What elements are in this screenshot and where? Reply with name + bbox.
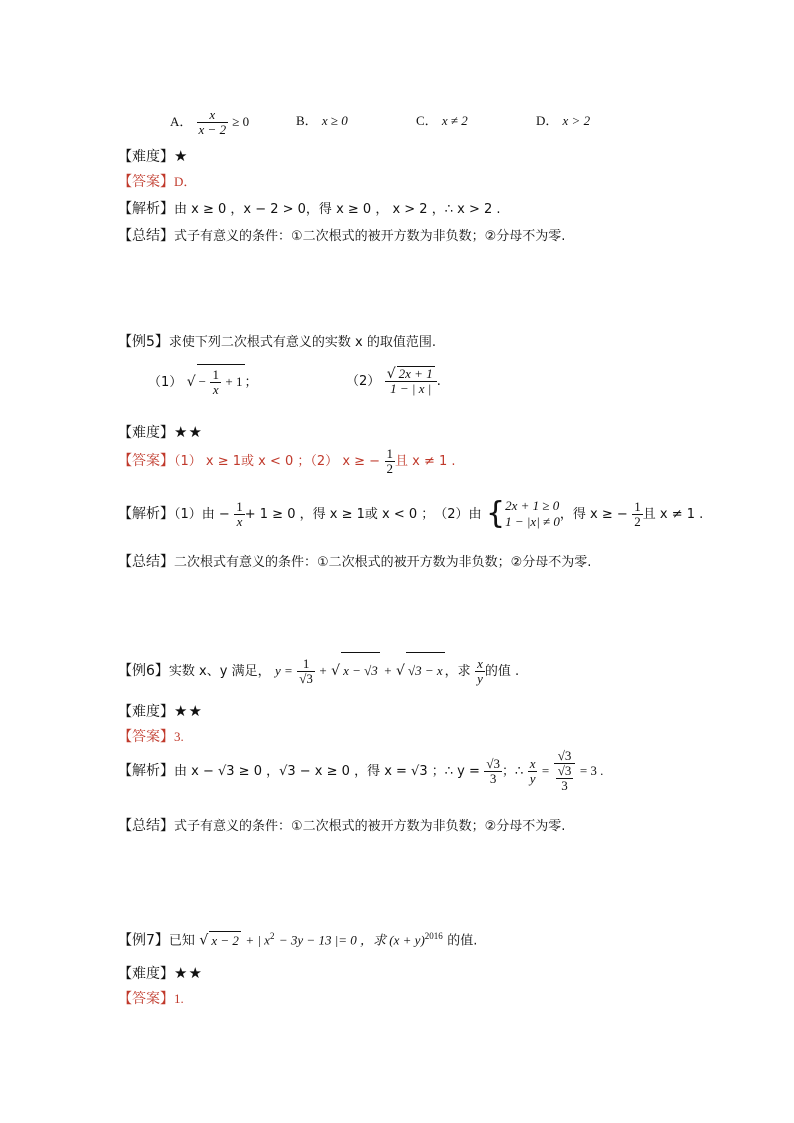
difficulty-stars: ★★ (174, 423, 203, 441)
question-text-end: 的值 . (484, 664, 520, 679)
question-text: 已知 (168, 933, 195, 949)
analysis-text: （1）由 − (174, 507, 230, 522)
difficulty-stars: ★★ (174, 964, 203, 982)
radicand: x − 2 (211, 932, 239, 948)
ex7-title (118, 927, 477, 951)
fraction-numerator: x (197, 108, 229, 123)
ex5-summary (118, 553, 591, 572)
exponent-2016: 2016 (424, 931, 443, 941)
radicand (197, 364, 245, 399)
ex6-title (118, 652, 519, 690)
option-d-expr: x > 2 (562, 113, 591, 128)
fraction-denominator: 2 (386, 460, 394, 476)
q4-difficulty (118, 147, 188, 166)
fraction (528, 757, 538, 786)
fraction (484, 757, 502, 786)
fraction (475, 657, 485, 686)
plus-term: + 1 (225, 374, 243, 389)
ex5-answer (118, 444, 456, 479)
fraction-denominator: 3 (489, 770, 497, 786)
fraction-numerator: 1 (386, 445, 394, 461)
radicand: 2x + 1 (398, 366, 433, 381)
inner-numerator: √3 (557, 763, 572, 778)
option-a-relation: ≥ 0 (232, 114, 250, 129)
difficulty-stars: ★★ (174, 702, 203, 720)
fraction-denominator: 1 − | x | (390, 381, 432, 396)
ex6-summary (118, 817, 565, 836)
option-d (536, 110, 590, 129)
option-b (296, 110, 348, 129)
analysis-text: 由 x − √3 ≥ 0 ，√3 − x ≥ 0 ，得 x = √3 ；∴ y = (174, 764, 480, 779)
analysis-text-mid: + 1 ≥ 0 ，得 x ≥ 1或 x < 0 ； （2）由 (244, 507, 482, 522)
part-label: （1） (148, 375, 183, 390)
fraction (297, 657, 315, 686)
option-b-expr: x ≥ 0 (321, 113, 348, 128)
ex6-analysis (118, 748, 603, 795)
ex5-part2 (346, 364, 441, 399)
summary-label: 【总结】 (118, 818, 174, 834)
ex5-title (118, 333, 436, 352)
minus-sign: − (198, 374, 206, 389)
analysis-label: 【解析】 (118, 763, 174, 779)
difficulty-label: 【难度】 (118, 149, 174, 165)
fraction-denominator: y (529, 770, 536, 786)
abs-open: + | x (245, 932, 270, 948)
difficulty-label: 【难度】 (118, 966, 174, 982)
fraction-denominator: x − 2 (198, 122, 227, 137)
fraction-numerator: x (477, 655, 483, 671)
fraction-denominator: √3 (299, 670, 313, 686)
option-a-fraction (197, 108, 229, 137)
plus-sign: + (384, 663, 392, 678)
fraction-numerator: 1 (634, 498, 641, 514)
q4-analysis (118, 200, 501, 219)
radicand: x − √3 (341, 652, 380, 689)
fraction-numerator: √3 (554, 749, 576, 764)
answer-label: 【答案】 (118, 991, 174, 1007)
q4-answer (118, 173, 196, 191)
answer-label: 【答案】 (118, 174, 174, 190)
option-c-expr: x ≠ 2 (441, 113, 468, 128)
brace-icon: { (485, 496, 506, 531)
ex6-difficulty (118, 702, 203, 721)
example-label: 【例7】 (118, 932, 169, 949)
radicand: √3 − x (406, 652, 445, 689)
sqrt-icon: √ (396, 663, 405, 679)
fraction-numerator: 1 (212, 366, 219, 382)
q4-summary (118, 227, 565, 246)
ex5-part1 (148, 364, 258, 400)
fraction-numerator: x (529, 755, 536, 771)
fraction (385, 366, 437, 396)
plus-sign: + (319, 663, 327, 678)
ex5-analysis (118, 496, 703, 533)
answer-text: （1） x ≥ 1或 x < 0 ；（2） x ≥ − (174, 454, 381, 469)
question-text-mid: − 3y − 13 |= 0 ，求 (x + y) (278, 932, 425, 948)
answer-label: 【答案】 (118, 729, 174, 745)
complex-fraction (554, 749, 576, 793)
ex7-answer (118, 990, 184, 1008)
equals-sign: = (541, 763, 550, 778)
fraction-denominator: 2 (634, 513, 641, 529)
analysis-text-c: ，得 x ≥ − (559, 507, 628, 522)
summary-text: 式子有意义的条件：①二次根式的被开方数为非负数；②分母不为零. (174, 819, 566, 834)
part-label: （2） (346, 374, 381, 389)
answer-text: D． (174, 174, 197, 189)
fraction-denominator: y (477, 670, 483, 686)
inner-fraction (556, 764, 574, 793)
option-a (170, 108, 249, 137)
system-line-1: 2x + 1 ≥ 0 (505, 498, 560, 513)
example-question: 求使下列二次根式有意义的实数 x 的取值范围. (168, 335, 437, 350)
difficulty-label: 【难度】 (118, 704, 174, 720)
fraction-denominator: x (212, 381, 219, 397)
summary-label: 【总结】 (118, 554, 174, 570)
fraction (385, 447, 396, 476)
separator: ； (244, 375, 258, 390)
fraction-numerator (385, 366, 437, 382)
exponent: 2 (269, 931, 275, 941)
fraction-numerator: 1 (236, 498, 243, 514)
inner-denominator: 3 (561, 778, 568, 793)
answer-text-end: 且 x ≠ 1 . (395, 454, 456, 469)
example-question: 实数 x、y 满足， (168, 664, 271, 679)
sqrt-icon: √ (331, 663, 341, 679)
sqrt-icon: √ (199, 932, 209, 949)
difficulty-stars: ★ (174, 147, 189, 165)
y-equals: y = (275, 663, 293, 678)
option-c (416, 110, 468, 129)
answer-text: 3. (174, 729, 184, 744)
example-label: 【例5】 (118, 334, 169, 350)
difficulty-label: 【难度】 (118, 425, 174, 441)
analysis-text-end: 且 x ≠ 1 . (642, 507, 704, 522)
fraction-numerator: √3 (486, 755, 500, 771)
sqrt-icon: √ (386, 366, 396, 382)
fraction (210, 368, 221, 397)
example-label: 【例6】 (118, 663, 169, 679)
option-a-letter: A． (170, 114, 193, 129)
analysis-text: 由 x ≥ 0 ，x − 2 > 0，得 x ≥ 0 ， x > 2 ，∴ x > 2 . (174, 202, 501, 217)
fraction (234, 500, 245, 529)
option-d-letter: D． (536, 113, 559, 128)
summary-label: 【总结】 (118, 228, 174, 244)
summary-text: 式子有意义的条件：①二次根式的被开方数为非负数；②分母不为零. (174, 229, 566, 244)
sqrt-icon: √ (186, 374, 196, 390)
question-text-end: 的值. (447, 933, 478, 949)
option-c-letter: C． (416, 113, 438, 128)
ex5-difficulty (118, 423, 203, 442)
fraction-numerator: 1 (297, 657, 315, 672)
ex7-difficulty (118, 964, 203, 983)
fraction-denominator (554, 764, 576, 793)
system-line-2: 1 − |x| ≠ 0 (505, 514, 560, 529)
question-text: ，求 (444, 664, 471, 679)
fraction (632, 500, 643, 529)
period: . (436, 374, 441, 389)
summary-text: 二次根式有意义的条件：①二次根式的被开方数为非负数；②分母不为零. (174, 555, 592, 570)
option-b-letter: B． (296, 113, 318, 128)
analysis-text-mid: ；∴ (501, 764, 524, 779)
analysis-label: 【解析】 (118, 201, 174, 217)
analysis-result: = 3 . (579, 763, 604, 778)
fraction-denominator: x (236, 513, 243, 529)
ex6-answer (118, 728, 184, 746)
analysis-label: 【解析】 (118, 506, 174, 522)
answer-label: 【答案】 (118, 453, 174, 469)
answer-text: 1. (174, 991, 184, 1006)
inequality-system (505, 498, 560, 530)
